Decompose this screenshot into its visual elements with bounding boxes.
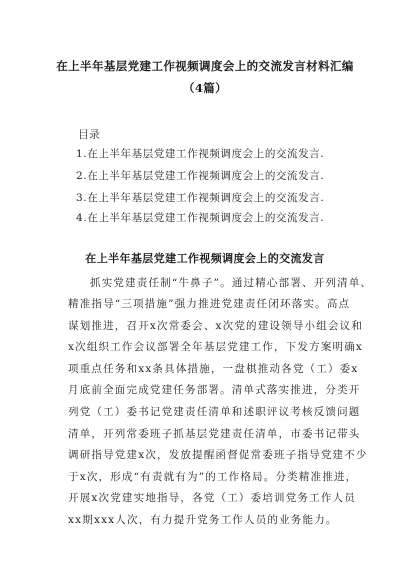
section-title: 在上半年基层党建工作视频调度会上的交流发言 — [85, 252, 325, 265]
body-line: 抓实党建责任制“牛鼻子”。通过精心部署、开列清单、 — [90, 277, 373, 289]
body-line: 精准指导“三项措施”强力推进党建责任闭环落实。高点 — [68, 298, 351, 310]
body-line: 于x次，形成“有责就有为”的工作格局。分类精准推进， — [68, 471, 358, 483]
body-line: 清单，开列常委班子抓基层党建责任清单，市委书记带头 — [68, 428, 361, 440]
body-line: 项重点任务和xx条具体措施，一盘棋推动各党（工）委x — [68, 363, 359, 375]
toc-heading: 目录 — [78, 128, 100, 141]
body-line: xx期xxx人次，有力提升党务工作人员的业务能力。 — [68, 514, 338, 526]
body-line: 调研指导党建x次，发放提醒函督促常委班子指导党建不少 — [68, 449, 368, 461]
toc-item-4: 4.在上半年基层党建工作视频调度会上的交流发言. — [76, 212, 325, 224]
body-line: 开展x次党建实地指导，各党（工）委培训党务工作人员 — [68, 492, 356, 504]
document-title: 在上半年基层党建工作视频调度会上的交流发言材料汇编 — [56, 59, 354, 73]
body-line: x次组织工作会议部署全年基层党建工作，下发方案明确x — [68, 341, 364, 353]
document-title-count: （4篇） — [182, 81, 228, 95]
toc-item-1: 1.在上半年基层党建工作视频调度会上的交流发言. — [76, 148, 325, 160]
body-line: 列党（工）委书记党建责任清单和述职评议考核反馈问题 — [68, 406, 361, 418]
toc-item-2: 2.在上半年基层党建工作视频调度会上的交流发言. — [76, 170, 325, 182]
body-line: 月底前全面完成党建任务部署。清单式落实推进，分类开 — [68, 384, 361, 396]
toc-item-3: 3.在上半年基层党建工作视频调度会上的交流发言. — [76, 192, 325, 204]
body-line: 谋划推进，召开x次常委会、x次党的建设领导小组会议和 — [68, 320, 364, 332]
